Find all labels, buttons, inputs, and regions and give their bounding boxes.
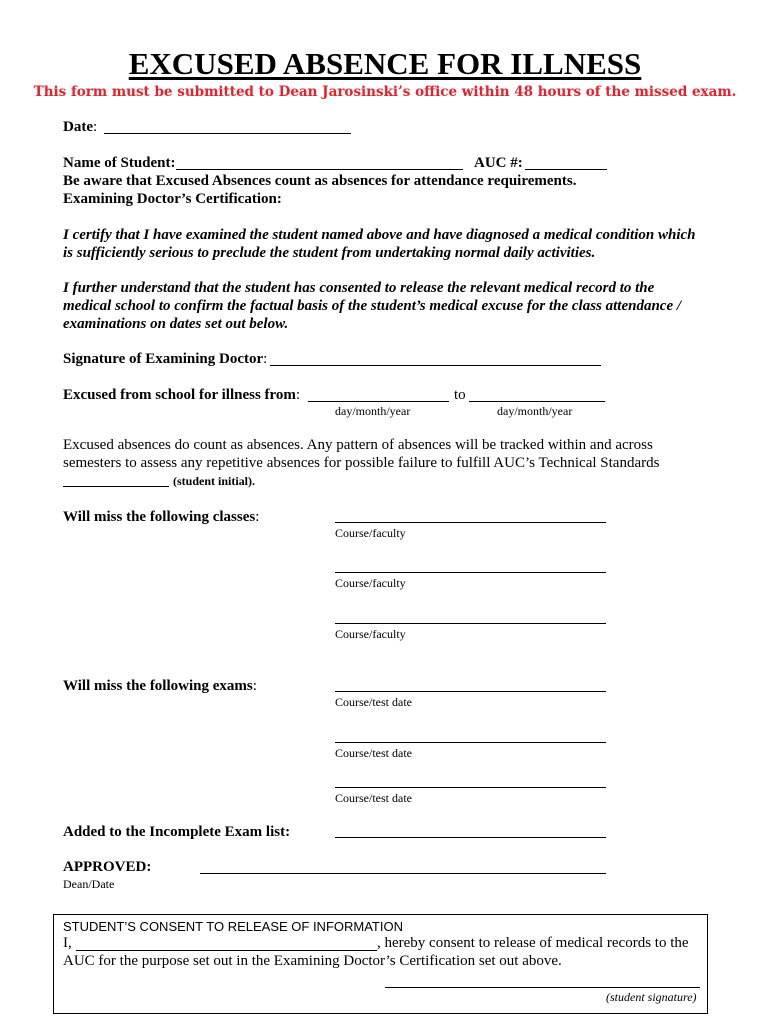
incomplete-exam-label: Added to the Incomplete Exam list: <box>63 824 291 840</box>
auc-number-field[interactable] <box>525 169 607 170</box>
doctor-signature-field[interactable] <box>270 365 601 366</box>
auc-label: AUC #: <box>474 155 523 171</box>
consent-understanding-line: I further understand that the student has consented to release the relevant medical record to the <box>63 280 655 296</box>
excused-to-label: to <box>454 387 466 403</box>
form-title: EXCUSED ABSENCE FOR ILLNESS <box>128 46 642 81</box>
date-label: Date: <box>63 119 98 135</box>
student-name-field[interactable] <box>176 169 463 170</box>
student-initial-field[interactable] <box>63 486 169 487</box>
course-faculty-hint: Course/faculty <box>335 526 406 540</box>
course-faculty-hint: Course/faculty <box>335 576 406 590</box>
student-consent-box <box>53 914 708 1014</box>
certification-text-line: is sufficiently serious to preclude the student from undertaking normal daily activities. <box>63 245 596 261</box>
submission-instruction: This form must be submitted to Dean Jarosinski’s office within 48 hours of the missed exam. <box>33 84 737 100</box>
consent-understanding-line: examinations on dates set out below. <box>63 316 289 332</box>
consent-heading: STUDENT’S CONSENT TO RELEASE OF INFORMATION <box>63 919 403 934</box>
approved-label: APPROVED: <box>63 859 152 875</box>
missed-class-field-2[interactable] <box>335 572 606 573</box>
doctor-signature-label: Signature of Examining Doctor: <box>63 351 268 367</box>
missed-exams-label: Will miss the following exams: <box>63 678 257 694</box>
student-signature-hint: (student signature) <box>606 990 697 1004</box>
certification-text-line: I certify that I have examined the student named above and have diagnosed a medical condition which <box>63 227 696 243</box>
from-date-format-hint: day/month/year <box>335 404 411 418</box>
course-test-date-hint: Course/test date <box>335 791 412 805</box>
missed-classes-label: Will miss the following classes: <box>63 509 260 525</box>
dean-date-hint: Dean/Date <box>63 877 115 891</box>
course-test-date-hint: Course/test date <box>335 746 412 760</box>
student-name-label: Name of Student: <box>63 155 176 171</box>
missed-exam-field-3[interactable] <box>335 787 606 788</box>
consent-purpose-text: AUC for the purpose set out in the Examining Doctor’s Certification set out above. <box>63 953 562 969</box>
student-signature-field[interactable] <box>385 987 700 988</box>
attendance-notice: Be aware that Excused Absences count as absences for attendance requirements. <box>63 173 577 189</box>
excused-from-label: Excused from school for illness from: <box>63 387 301 403</box>
excused-to-date-field[interactable] <box>469 401 605 402</box>
excused-from-date-field[interactable] <box>308 401 449 402</box>
absence-pattern-notice: semesters to assess any repetitive absences for possible failure to fulfill AUC’s Technical Standards <box>63 455 660 471</box>
doctor-certification-heading: Examining Doctor’s Certification: <box>63 191 282 207</box>
missed-class-field-3[interactable] <box>335 623 606 624</box>
absence-pattern-notice: Excused absences do count as absences. Any pattern of absences will be tracked within and across <box>63 437 653 453</box>
consent-statement: , hereby consent to release of medical records to the <box>377 935 689 951</box>
course-test-date-hint: Course/test date <box>335 695 412 709</box>
consent-understanding-line: medical school to confirm the factual basis of the student’s medical excuse for the class attendance / <box>63 298 682 314</box>
course-faculty-hint: Course/faculty <box>335 627 406 641</box>
consent-prefix: I, <box>63 935 72 951</box>
approval-signature-field[interactable] <box>200 873 606 874</box>
student-initial-label: (student initial). <box>173 474 256 488</box>
missed-exam-field-1[interactable] <box>335 691 606 692</box>
incomplete-exam-field[interactable] <box>335 837 606 838</box>
missed-class-field-1[interactable] <box>335 522 606 523</box>
missed-exam-field-2[interactable] <box>335 742 606 743</box>
to-date-format-hint: day/month/year <box>497 404 573 418</box>
consent-student-name-field[interactable] <box>76 950 377 951</box>
date-field[interactable] <box>104 133 351 134</box>
